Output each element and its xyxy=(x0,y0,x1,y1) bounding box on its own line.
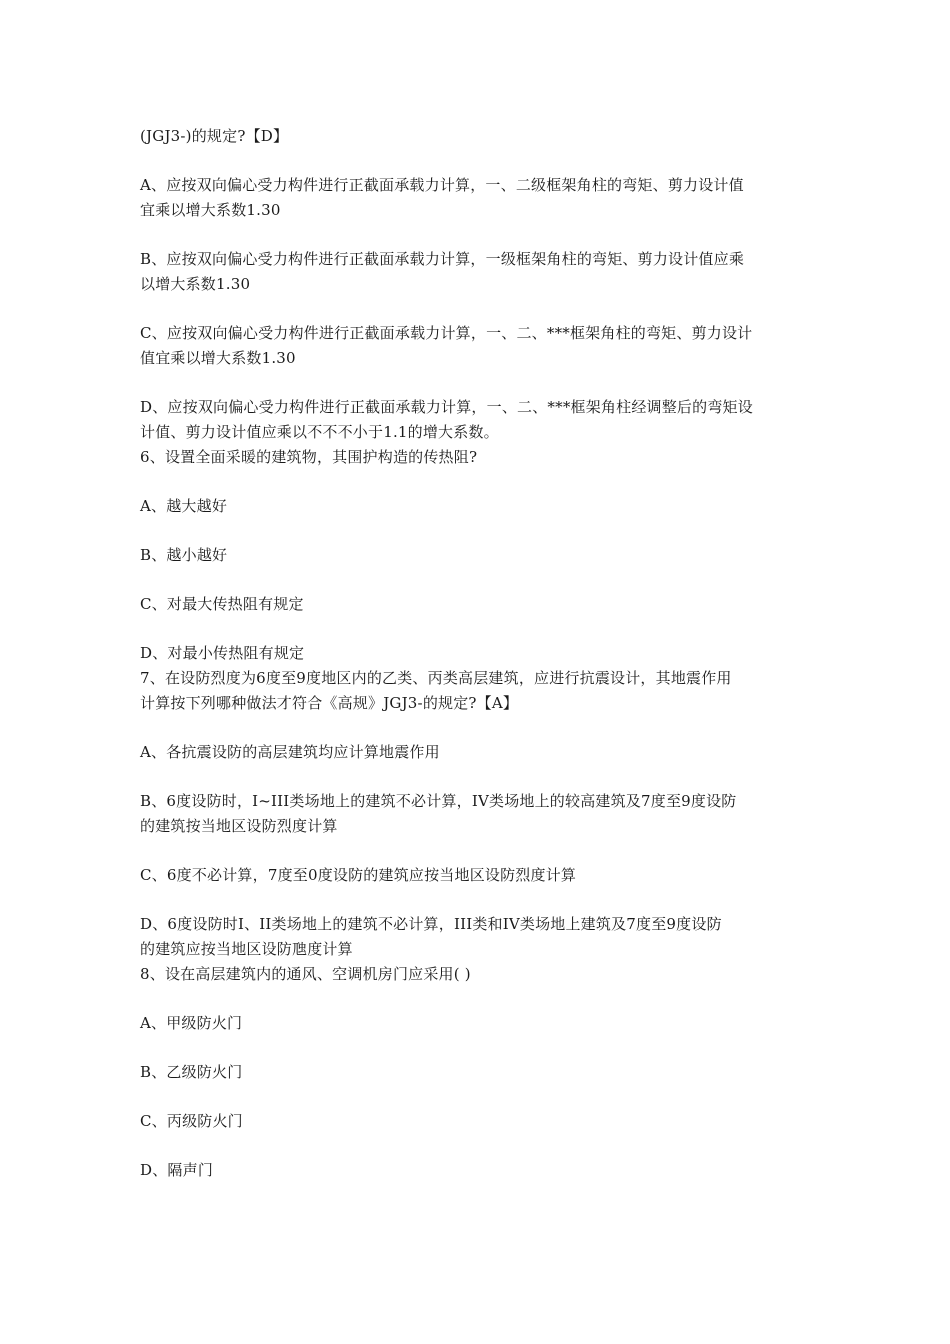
q7-option-b: B、6度设防时，I~III类场地上的建筑不必计算，IV类场地上的较高建筑及7度至9度设防 的建筑按当地区设防烈度计算 xyxy=(140,792,737,835)
q7-option-d: D、6度设防时I、II类场地上的建筑不必计算，III类和IV类场地上建筑及7度至9度设防 的建筑应按当地区设防虺度计算 xyxy=(140,915,722,958)
q8-question: 8、设在高层建筑内的通风、空调机房门应采用( ) xyxy=(140,965,471,983)
q7-question: 7、在设防烈度为6度至9度地区内的乙类、丙类高层建筑，应进行抗震设计，其地震作用 计算按下列哪种做法才符合《高规》JGJ3-的规定?【A】 xyxy=(140,669,732,712)
q5-option-b: B、应按双向偏心受力构件进行正截面承载力计算，一级框架角柱的弯矩、剪力设计值应乘 以增大系数1.30 xyxy=(140,250,745,293)
q6-option-d: D、对最小传热阻有规定 xyxy=(140,644,305,662)
q6-option-b: B、越小越好 xyxy=(140,546,228,564)
q6-option-a: A、越大越好 xyxy=(140,497,228,515)
q6-option-c: C、对最大传热阻有规定 xyxy=(140,595,304,613)
q8-option-d: D、隔声门 xyxy=(140,1161,214,1179)
q8-option-c: C、丙级防火门 xyxy=(140,1112,243,1130)
q5-option-a: A、应按双向偏心受力构件进行正截面承载力计算，一、二级框架角柱的弯矩、剪力设计值 宜乘以增大系数1.30 xyxy=(140,176,744,219)
q7-option-c: C、6度不必计算，7度至0度设防的建筑应按当地区设防烈度计算 xyxy=(140,866,577,884)
q5-stem-tail: (JGJ3-)的规定?【D】 xyxy=(140,127,289,145)
q6-question: 6、设置全面采暖的建筑物，其围护构造的传热阻? xyxy=(140,448,478,466)
q8-option-a: A、甲级防火门 xyxy=(140,1014,243,1032)
q7-option-a: A、各抗震设防的高层建筑均应计算地震作用 xyxy=(140,743,440,761)
q5-option-d: D、应按双向偏心受力构件进行正截面承载力计算，一、二、***框架角柱经调整后的弯矩设 计值、剪力设计值应乘以不不不小于1.1的增大系数。 xyxy=(140,398,753,441)
q5-option-c: C、应按双向偏心受力构件进行正截面承载力计算，一、二、***框架角柱的弯矩、剪力设计 值宜乘以增大系数1.30 xyxy=(140,324,753,367)
document-page xyxy=(140,124,820,1183)
q8-option-b: B、乙级防火门 xyxy=(140,1063,243,1081)
